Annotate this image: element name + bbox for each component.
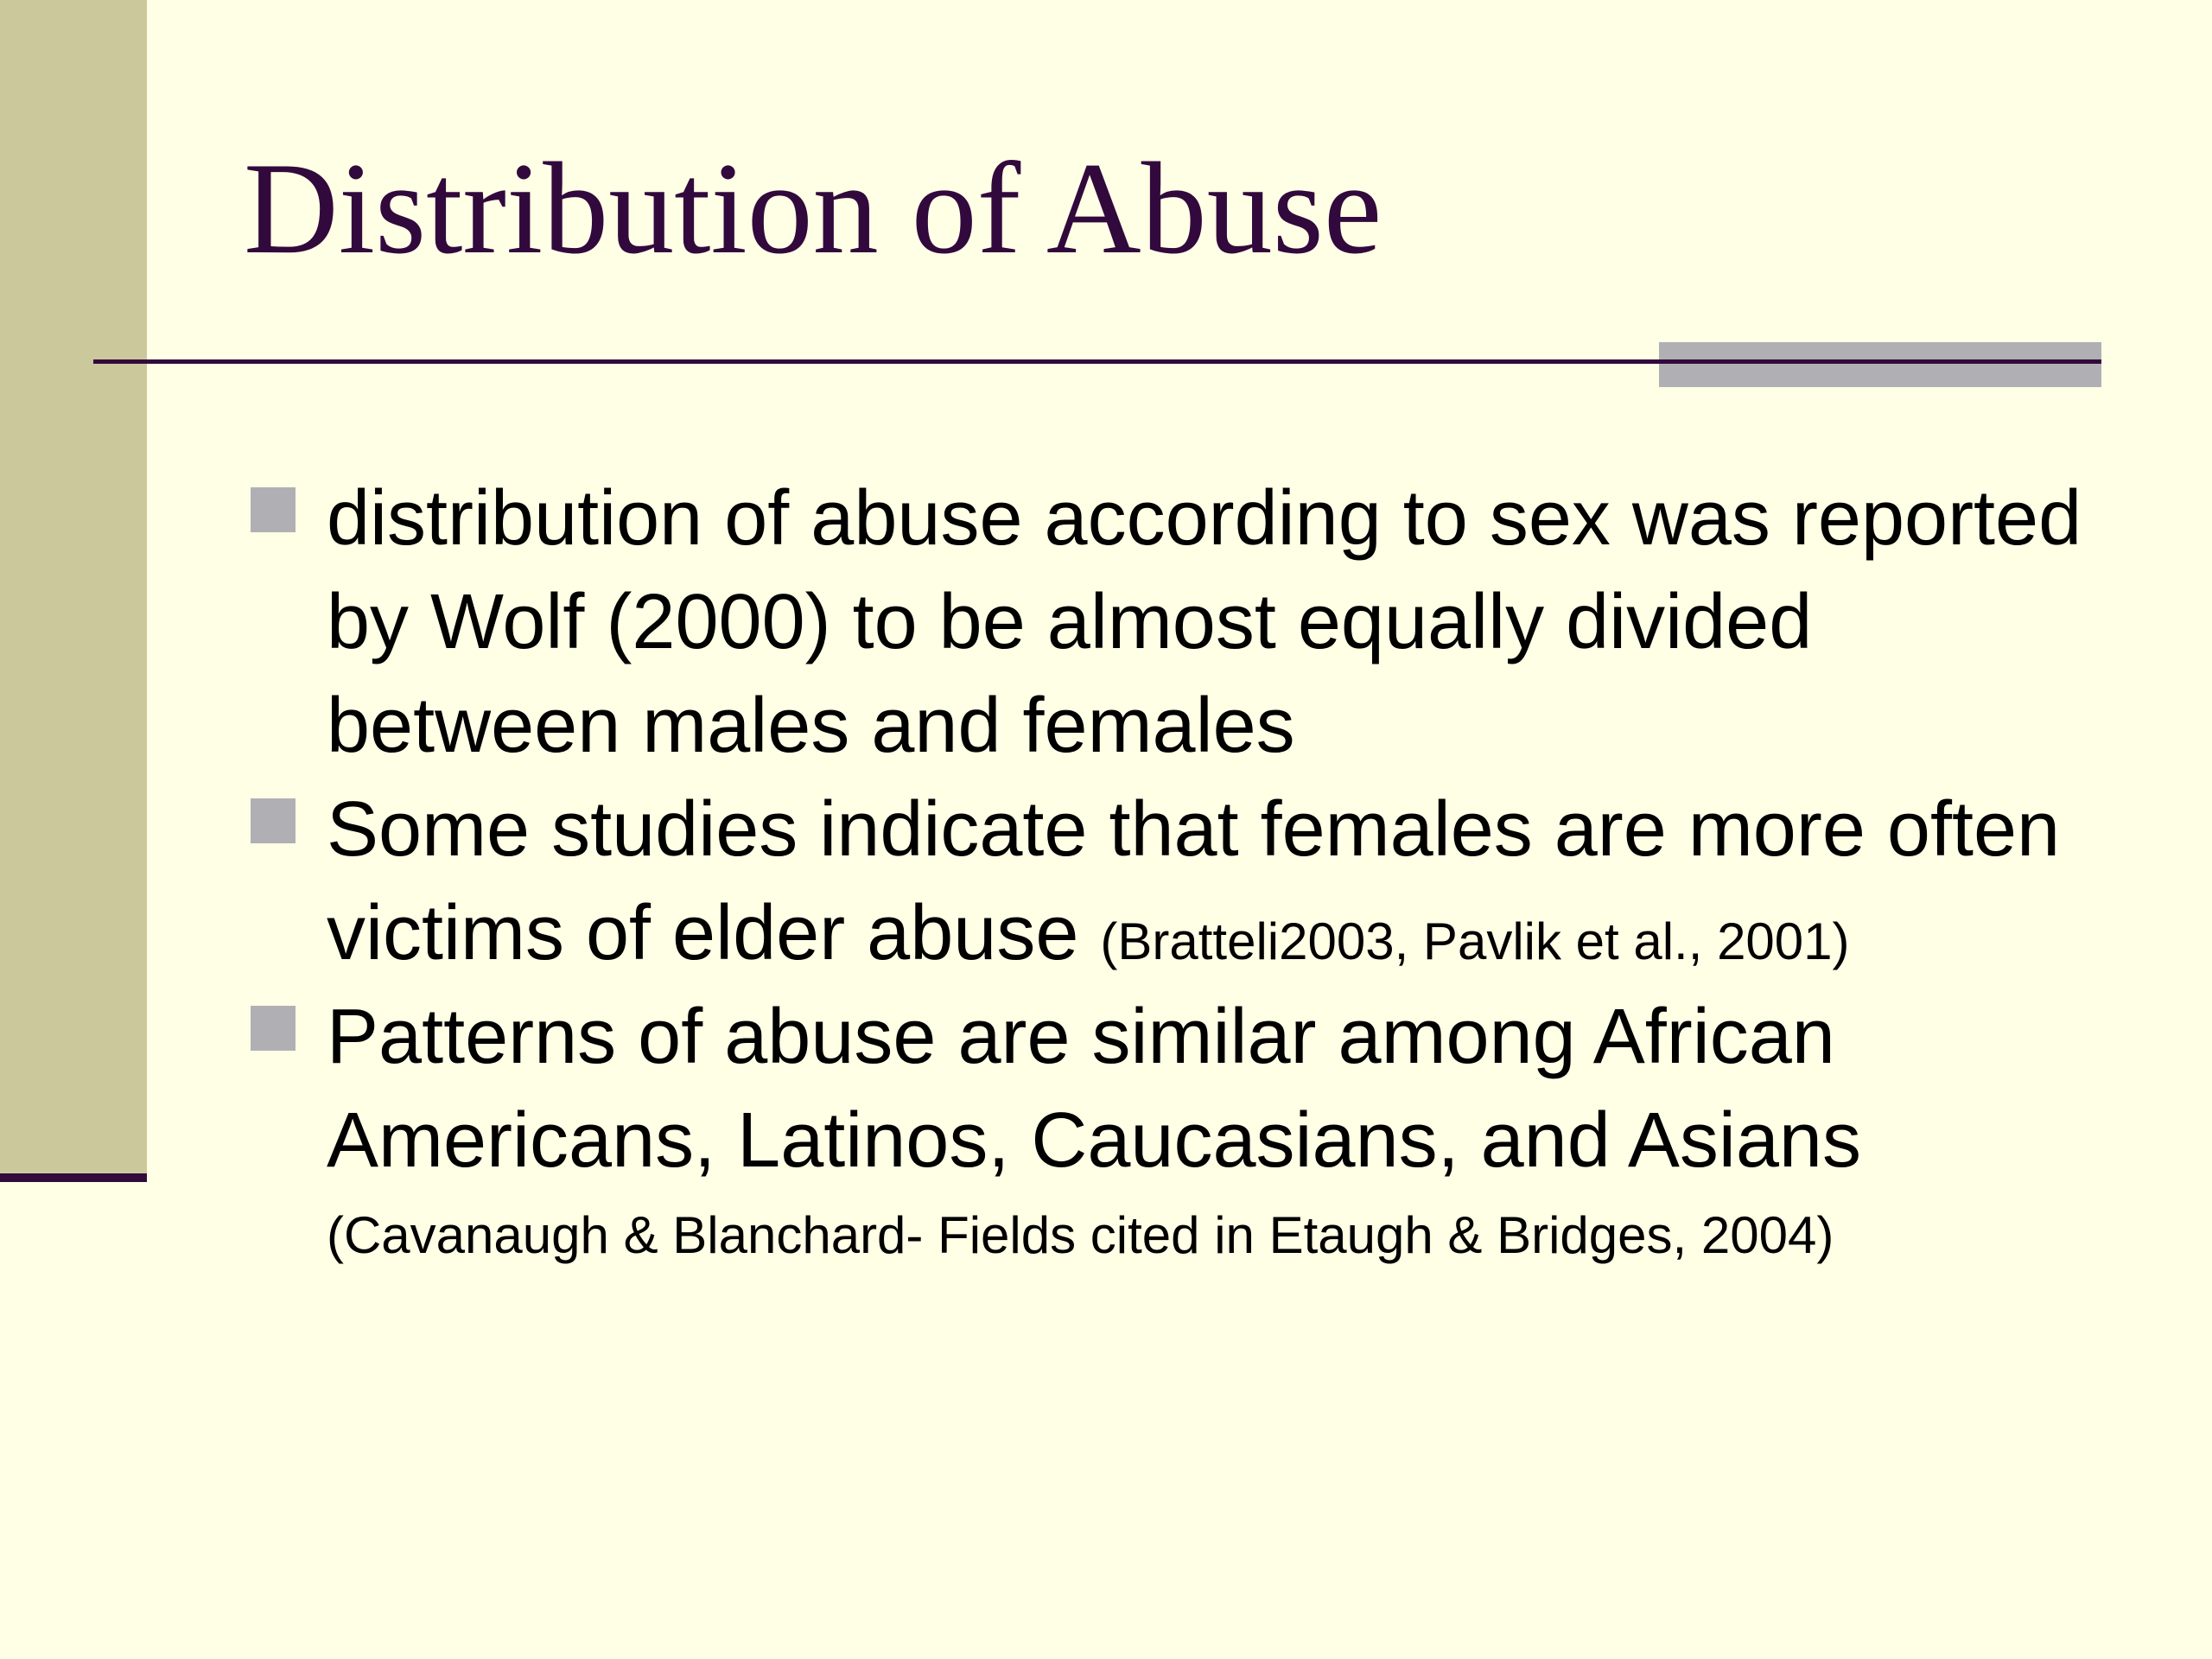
square-bullet-icon: [251, 1006, 296, 1051]
square-bullet-icon: [251, 487, 296, 532]
slide-title: Distribution of Abuse: [244, 136, 1382, 281]
bullet-item-1: [251, 467, 2091, 778]
bullet-citation-2: (Bratteli2003, Pavlik et al., 2001): [1100, 912, 1850, 970]
bullet-text-3: Patterns of abuse are similar among African Americans, Latinos, Caucasians, and Asians: [327, 994, 1861, 1184]
title-rule-accent-bar: [1659, 342, 2101, 387]
square-bullet-icon: [251, 798, 296, 843]
left-decorative-band: [0, 0, 147, 1179]
left-band-rule: [0, 1173, 147, 1182]
bullet-text-1: distribution of abuse according to sex was reported by Wolf (2000) to be almost equally divided between males and females: [327, 475, 2082, 769]
bullet-item-2: [251, 778, 2091, 985]
bullet-citation-3: (Cavanaugh & Blanchard- Fields cited in Etaugh & Bridges, 2004): [327, 1206, 1834, 1264]
bullet-item-3: [251, 985, 2091, 1279]
bullet-text-2: Some studies indicate that females are more often victims of elder abuse: [327, 786, 2061, 976]
bullet-list: [251, 467, 2091, 1279]
